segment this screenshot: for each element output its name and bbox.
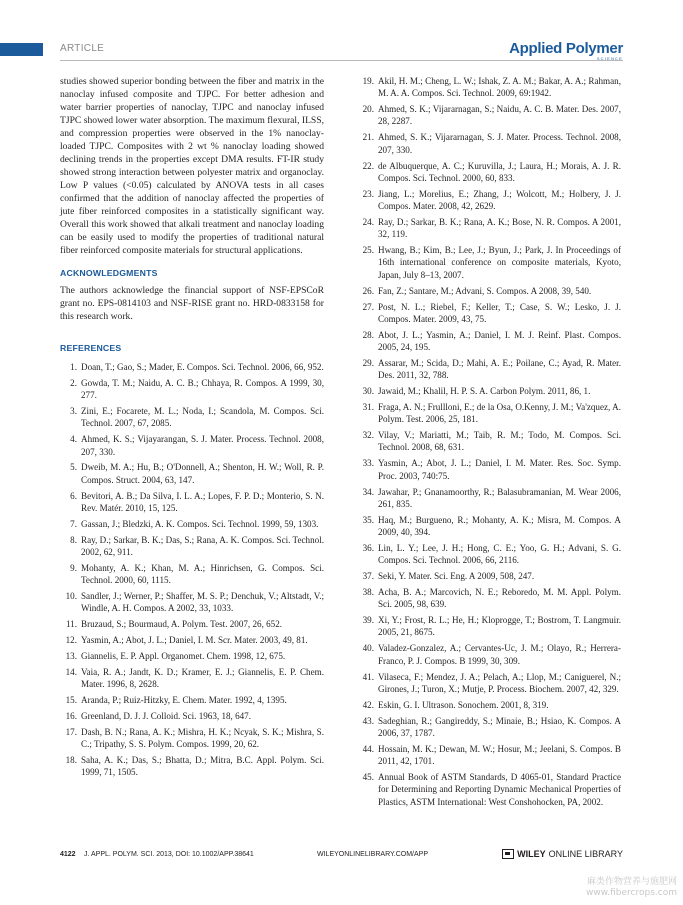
reference-item (60, 726, 324, 751)
reference-text: Vilaseca, F.; Mendez, J. A.; Pelach, A.; Llop, M.; Caniguerel, N.; Girones, J.; Turon, X.; Mutje, P. Process. Biochem. 2007, 42, 329. (378, 671, 621, 694)
reference-text: Mohanty, A. K.; Khan, M. A.; Hinrichsen, G. Compos. Sci. Technol. 2000, 60, 1115. (81, 562, 324, 586)
reference-number: 36. (362, 542, 374, 553)
reference-item (357, 642, 621, 667)
reference-number: 12. (65, 635, 77, 646)
acknowledgments-heading: ACKNOWLEDGMENTS (60, 268, 158, 278)
journal-website-link[interactable]: WILEYONLINELIBRARY.COM/APP (317, 851, 428, 858)
reference-number: 34. (362, 486, 374, 497)
header-rule (60, 60, 623, 61)
acknowledgments-text: The authors acknowledge the financial support of NSF-EPSCoR grant no. EPS-0814103 and NSF-RISE grant no. HRD-0833158 for this research work. (60, 285, 324, 322)
reference-item (357, 103, 621, 128)
reference-number: 13. (65, 651, 77, 662)
reference-item (60, 634, 324, 646)
reference-text: Greenland, D. J. J. Colloid. Sci. 1963, 18, 647. (81, 711, 251, 722)
reference-item (357, 542, 621, 567)
reference-text: Annual Book of ASTM Standards, D 4065-01, Standard Practice for Determining and Reporting Dynamic Mechanical Properties of Plastics, ASTM International: West Conshohocken, PA, 2002. (378, 771, 621, 807)
reference-text: Fraga, A. N.; Frullloni, E.; de la Osa, O.Kenny, J. M.; Va'zquez, A. Polym. Test. 2006, 25, 181. (378, 401, 621, 425)
right-column (357, 75, 621, 811)
reference-number: 1. (70, 362, 77, 372)
reference-list-right (357, 75, 621, 808)
reference-item (357, 771, 621, 808)
reference-text: Giannelis, E. P. Appl. Organomet. Chem. 1998, 12, 675. (81, 651, 286, 662)
reference-number: 30. (362, 386, 374, 397)
reference-text: Hossain, M. K.; Dewan, M. W.; Hosur, M.; Jeelani, S. Compos. B 2011, 42, 1701. (378, 743, 621, 767)
reference-item (357, 357, 621, 382)
reference-number: 20. (362, 104, 374, 115)
reference-number: 39. (362, 615, 374, 626)
reference-text: Seki, Y. Mater. Sci. Eng. A 2009, 508, 247. (378, 571, 535, 582)
reference-text: Lin, L. Y.; Lee, J. H.; Hong, C. E.; Yoo, G. H.; Advani, S. G. Compos. Sci. Technol. 2006, 66, 2116. (378, 542, 621, 566)
reference-number: 29. (362, 357, 374, 368)
reference-item (60, 710, 324, 722)
reference-item (357, 216, 621, 241)
reference-text: Bevitori, A. B.; Da Silva, I. L. A.; Lopes, F. P. D.; Monterio, S. N. Rev. Matér. 2010, 15, 125. (81, 490, 324, 513)
reference-number: 15. (65, 695, 77, 706)
reference-list-left (60, 361, 324, 779)
reference-number: 9. (70, 562, 77, 573)
wiley-logo-icon (502, 849, 514, 859)
reference-number: 16. (65, 711, 77, 722)
reference-number: 35. (362, 514, 374, 525)
references-heading: REFERENCES (60, 343, 122, 353)
reference-number: 5. (70, 462, 77, 473)
reference-text: Acha, B. A.; Marcovich, N. E.; Reboredo, M. M. Appl. Polym. Sci. 2005, 98, 639. (378, 586, 621, 610)
reference-item (357, 329, 621, 354)
reference-text: Ahmed, S. K.; Vijararnagan, S.; Naidu, A. C. B. Mater. Des. 2007, 28, 2287. (378, 104, 621, 127)
reference-item (357, 586, 621, 611)
reference-number: 45. (362, 771, 374, 782)
reference-number: 33. (362, 458, 374, 469)
reference-item (357, 429, 621, 454)
reference-text: Jiang, L.; Morelius, E.; Zhang, J.; Wolcott, M.; Holbery, J. J. Compos. Mater. 2008, 42, 2629. (378, 188, 621, 212)
reference-item (357, 570, 621, 582)
reference-text: Jawahar, P.; Gnanamoorthy, R.; Balasubramanian, M. Wear 2006, 261, 835. (378, 486, 621, 509)
reference-number: 26. (362, 285, 374, 296)
reference-number: 6. (70, 490, 77, 501)
reference-item (357, 301, 621, 326)
reference-item (60, 754, 324, 779)
reference-number: 21. (362, 132, 374, 143)
reference-number: 8. (70, 534, 77, 545)
reference-item (357, 75, 621, 100)
journal-logo-title: Applied Polymer (509, 40, 623, 57)
reference-number: 40. (362, 643, 374, 654)
wiley-brand (502, 849, 623, 859)
reference-item (357, 160, 621, 185)
reference-text: Valadez-Gonzalez, A.; Cervantes-Uc, J. M.; Olayo, R.; Herrera-Franco, P. J. Compos. B 1999, 30, 309. (378, 643, 621, 666)
reference-number: 10. (65, 591, 77, 602)
reference-text: Hwang, B.; Kim, B.; Lee, J.; Byun, J.; Park, J. In Proceedings of 16th international conference on composite materials, Kyoto, Japan, July 8–13, 2007. (378, 245, 621, 280)
reference-text: Eskin, G. I. Ultrason. Sonochem. 2001, 8, 319. (378, 699, 549, 710)
reference-text: Dweib, M. A.; Hu, B.; O'Donnell, A.; Shenton, H. W.; Woll, R. P. Compos. Struct. 2004, 63, 147. (81, 462, 324, 485)
reference-item (357, 699, 621, 711)
reference-item (60, 694, 324, 706)
reference-text: Abot, J. L.; Yasmin, A.; Daniel, I. M. J. Reinf. Plast. Compos. 2005, 24, 195. (378, 329, 621, 352)
reference-item (357, 188, 621, 213)
reference-number: 17. (65, 726, 77, 737)
reference-number: 37. (362, 571, 374, 582)
journal-logo (509, 41, 623, 61)
reference-text: Dash, B. N.; Rana, A. K.; Mishra, H. K.; Ncyak, S. K.; Mishra, S. C.; Tripathy, S. S. Polym. Compos. 1999, 20, 62. (81, 726, 324, 750)
reference-item (60, 361, 324, 373)
reference-item (357, 401, 621, 426)
reference-number: 3. (70, 406, 77, 417)
reference-item (60, 650, 324, 662)
reference-item (357, 486, 621, 511)
reference-item (357, 285, 621, 297)
reference-item (60, 518, 324, 530)
reference-text: Bruzaud, S.; Bourmaud, A. Polym. Test. 2007, 26, 652. (81, 619, 283, 630)
reference-text: Sandler, J.; Werner, P.; Shaffer, M. S. P.; Denchuk, V.; Altstadt, V.; Windle, A. H. Compos. A 2002, 33, 1033. (81, 591, 324, 614)
left-column (60, 75, 324, 782)
reference-text: Ahmed, S. K.; Vijararnagan, S. J. Mater. Process. Technol. 2008, 207, 330. (378, 132, 621, 155)
reference-text: Ray, D.; Sarkar, B. K.; Das, S.; Rana, A. K. Compos. Sci. Technol. 2002, 62, 911. (81, 534, 324, 558)
reference-text: Xi, Y.; Frost, R. L.; He, H.; Kloprogge, T.; Bostrom, T. Langmuir. 2005, 21, 8675. (378, 615, 621, 638)
wiley-brand-rest: ONLINE LIBRARY (548, 849, 623, 859)
reference-item (357, 715, 621, 740)
reference-item (60, 618, 324, 630)
reference-text: Fan, Z.; Santare, M.; Advani, S. Compos. A 2008, 39, 540. (378, 285, 592, 296)
reference-number: 19. (362, 76, 374, 86)
page-number: 4122 (60, 851, 76, 858)
site-watermark (586, 877, 677, 899)
article-section-label: ARTICLE (60, 43, 105, 54)
reference-number: 23. (362, 188, 374, 199)
reference-item (60, 590, 324, 615)
reference-number: 7. (70, 518, 77, 529)
reference-text: de Albuquerque, A. C.; Kuruvilla, J.; Laura, H.; Morais, A. J. R. Compos. Sci. Technol. 2000, 60, 833. (378, 160, 621, 183)
journal-citation: J. APPL. POLYM. SCI. 2013, DOI: 10.1002/APP.38641 (84, 851, 254, 858)
reference-item (60, 405, 324, 430)
reference-text: Saha, A. K.; Das, S.; Bhatta, D.; Mitra, B.C. Appl. Polym. Sci. 1999, 71, 1505. (81, 755, 324, 778)
reference-item (60, 666, 324, 691)
reference-item (357, 457, 621, 482)
reference-item (357, 131, 621, 156)
reference-text: Vilay, V.; Mariatti, M.; Taib, R. M.; Todo, M. Compos. Sci. Technol. 2008, 68, 631. (378, 430, 621, 453)
wiley-brand-bold: WILEY (517, 849, 546, 859)
reference-text: Vaia, R. A.; Jandt, K. D.; Kramer, E. J.; Giannelis, E. P. Chem. Mater. 1996, 8, 2628. (81, 666, 324, 690)
reference-text: Ahmed, K. S.; Vijayarangan, S. J. Mater. Process. Technol. 2008, 207, 330. (81, 434, 324, 457)
conclusion-paragraph: studies showed superior bonding between the fiber and matrix in the nanoclay infused composite and TJPC. For better adhesion and water barrier properties of nanoclay, TJPC and nanoclay infused TJPC showed lower water absorption. The maximum flexural, ILSS, and compression properties were observed in the 1% nanoclay-loaded TJPC. Composites with 2 wt % nanoclay loading showed declining trends in the properties except DMA results. FT-IR study showed strong interaction between polyester matrix and organoclay. Low P values (<0.05) calculated by ANOVA tests in all cases confirmed that the addition of nanoclay affected the properties of jute fiber reinforced composites in a statistically significant way. Overall this work showed that alkali treatment and nanoclay loading can be easily used to modify the properties of traditional natural fiber reinforced composite materials for structural applications. (60, 76, 324, 256)
reference-item (357, 671, 621, 696)
reference-item (60, 433, 324, 458)
reference-text: Assarar, M.; Scida, D.; Mahi, A. E.; Poilane, C.; Ayad, R. Mater. Des. 2011, 32, 788. (378, 357, 621, 381)
reference-text: Haq, M.; Burgueno, R.; Mohanty, A. K.; Misra, M. Compos. A 2009, 40, 394. (378, 514, 621, 537)
reference-number: 41. (362, 671, 374, 682)
reference-text: Yasmin, A.; Abot, J. L.; Daniel, I. M. Mater. Res. Soc. Symp. Proc. 2003, 740:75. (378, 458, 621, 481)
reference-number: 31. (362, 401, 374, 412)
reference-number: 4. (70, 434, 77, 445)
reference-number: 44. (362, 743, 374, 754)
reference-number: 43. (362, 715, 374, 726)
watermark-cn: 麻类作物营养与施肥网 (586, 877, 677, 887)
reference-number: 2. (70, 377, 77, 388)
reference-number: 14. (65, 666, 77, 677)
reference-item (357, 244, 621, 281)
reference-item (60, 377, 324, 402)
reference-number: 42. (362, 699, 374, 710)
reference-item (357, 614, 621, 639)
reference-number: 22. (362, 160, 374, 171)
reference-text: Gassan, J.; Bledzki, A. K. Compos. Sci. Technol. 1999, 59, 1303. (81, 518, 319, 529)
header-accent-bar (0, 43, 43, 56)
reference-item (357, 514, 621, 539)
reference-number: 18. (65, 755, 77, 766)
reference-text: Akil, H. M.; Cheng, L. W.; Ishak, Z. A. M.; Bakar, A. A.; Rahman, M. A. A. Compos. Sci. Technol. 2009, 69:1942. (378, 76, 621, 99)
reference-item (60, 461, 324, 486)
reference-item (60, 562, 324, 587)
reference-text: Aranda, P.; Ruiz-Hitzky, E. Chem. Mater. 1992, 4, 1395. (81, 695, 287, 706)
reference-text: Jawaid, M.; Khalil, H. P. S. A. Carbon Polym. 2011, 86, 1. (378, 386, 591, 397)
reference-text: Doan, T.; Gao, S.; Mader, E. Compos. Sci. Technol. 2006, 66, 952. (81, 362, 324, 372)
reference-item (60, 490, 324, 515)
reference-number: 24. (362, 216, 374, 227)
reference-item (357, 385, 621, 397)
watermark-url: www.fibercrops.com (586, 888, 677, 898)
reference-text: Sadeghian, R.; Gangireddy, S.; Minaie, B.; Hsiao, K. Compos. A 2006, 37, 1787. (378, 715, 621, 738)
journal-logo-subtitle: SCIENCE (596, 56, 623, 61)
reference-number: 28. (362, 329, 374, 340)
reference-text: Post, N. L.; Riebel, F.; Keller, T.; Case, S. W.; Lesko, J. J. Compos. Mater. 2009, 43, 75. (378, 301, 621, 324)
reference-number: 11. (65, 619, 77, 630)
reference-text: Ray, D.; Sarkar, B. K.; Rana, A. K.; Bose, N. R. Compos. A 2001, 32, 119. (378, 216, 621, 240)
reference-text: Zini, E.; Focarete, M. L.; Noda, I.; Scandola, M. Compos. Sci. Technol. 2007, 67, 2085. (81, 406, 324, 429)
reference-text: Gowda, T. M.; Naidu, A. C. B.; Chhaya, R. Compos. A 1999, 30, 277. (81, 377, 324, 401)
reference-item (357, 743, 621, 768)
reference-text: Yasmin, A.; Abot, J. L.; Daniel, I. M. Scr. Mater. 2003, 49, 81. (81, 635, 308, 646)
reference-number: 32. (362, 430, 374, 441)
reference-number: 38. (362, 586, 374, 597)
reference-number: 25. (362, 245, 374, 256)
reference-number: 27. (362, 301, 374, 312)
reference-item (60, 534, 324, 559)
